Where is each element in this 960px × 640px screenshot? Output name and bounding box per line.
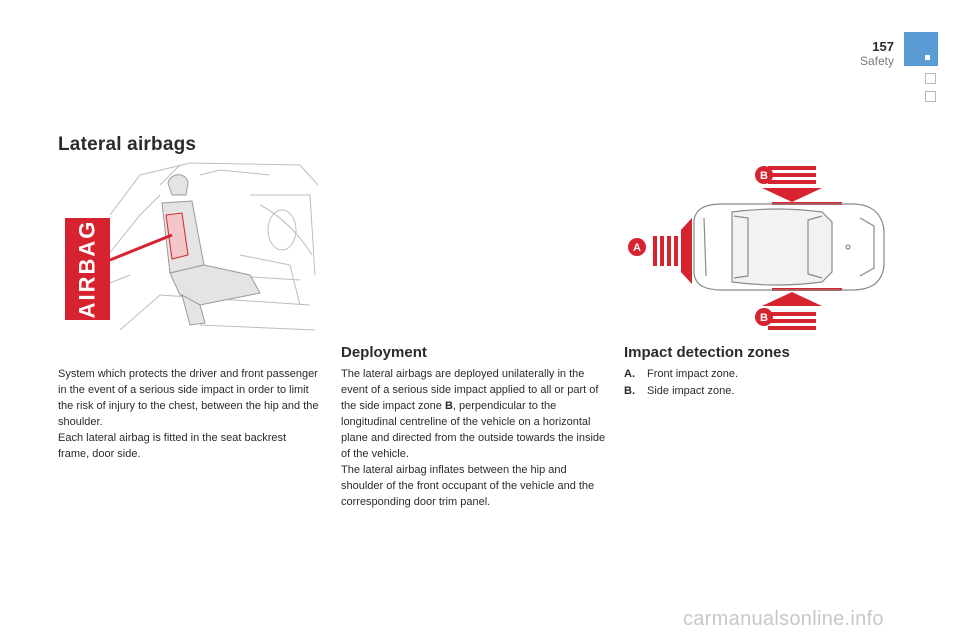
intro-paragraph-1: System which protects the driver and front passenger in the event of a serious side impact in order to limit the risk of injury to the chest, between the hip and the shoulder. (58, 368, 319, 428)
impact-heading: Impact detection zones (624, 344, 790, 361)
legend-text: Side impact zone. (647, 385, 735, 397)
zone-b-top-marker (755, 166, 773, 184)
nav-box-1[interactable] (925, 73, 936, 84)
deployment-paragraph-1 (341, 366, 607, 462)
watermark: carmanualsonline.info (683, 608, 884, 630)
seat-airbag-illustration (100, 155, 322, 337)
deployment-text (341, 366, 607, 510)
legend-text: Front impact zone. (647, 368, 739, 380)
tab-marker-icon (925, 55, 930, 60)
nav-box-2[interactable] (925, 91, 936, 102)
zone-b-bottom-letter: B (760, 312, 768, 324)
page-number: 157 (872, 39, 894, 54)
legend-item-b (624, 383, 884, 400)
page-title: Lateral airbags (58, 134, 197, 155)
car-top-view (694, 204, 884, 290)
legend-letter: B. (624, 385, 635, 397)
deployment-heading: Deployment (341, 344, 427, 361)
impact-legend (624, 366, 884, 400)
intro-paragraph-2: Each lateral airbag is fitted in the seat backrest frame, door side. (58, 432, 287, 460)
zone-b-bottom-marker (755, 308, 773, 326)
deployment-p1-end: , perpendicular to the longitudinal centreline of the vehicle on a horizontal plane and directed from the outside towards the inside of the vehicle. (341, 400, 606, 460)
section-name: Safety (859, 54, 894, 68)
section-tab[interactable] (904, 32, 938, 66)
legend-letter: A. (624, 368, 635, 380)
airbag-label-text: AIRBAG (74, 219, 100, 319)
airbag-label (65, 218, 110, 320)
deployment-p1-start: The lateral airbags are deployed unilaterally in the event of a serious side impact applied to all or part of the side impact zone (341, 368, 599, 412)
deployment-p1-zone-letter: B (444, 400, 453, 412)
zone-b-top-letter: B (760, 170, 768, 182)
legend-item-a (624, 366, 884, 383)
deployment-paragraph-2: The lateral airbag inflates between the hip and shoulder of the front occupant of the vehicle and the corresponding door trim panel. (341, 464, 595, 508)
impact-zones-illustration (622, 160, 890, 335)
zone-a-letter: A (633, 242, 641, 254)
zone-a-marker (628, 238, 646, 256)
intro-text (58, 366, 320, 462)
